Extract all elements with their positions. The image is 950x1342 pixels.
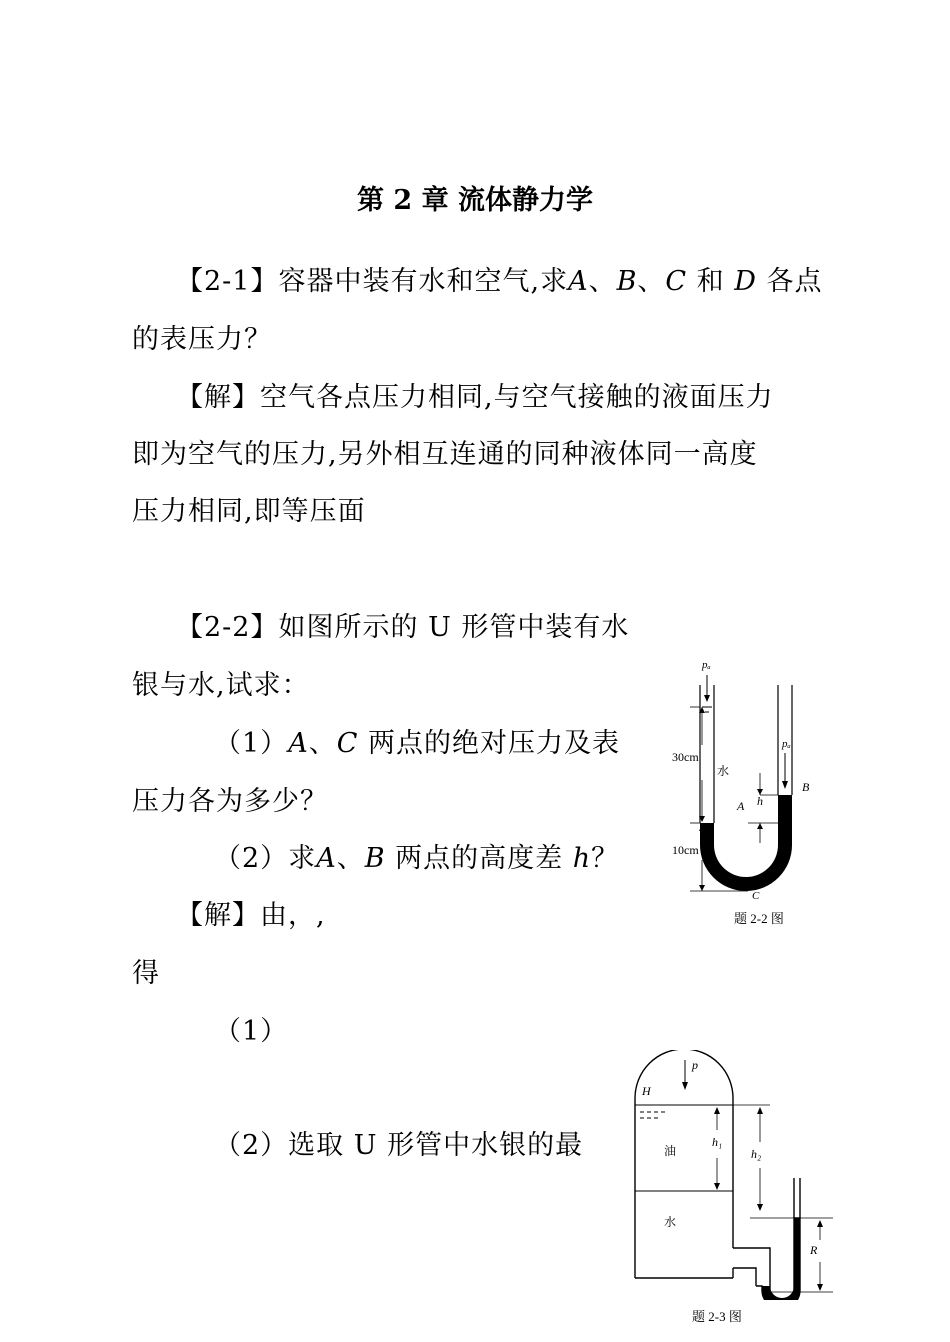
var-h: h [572, 843, 592, 874]
problem-2-1-solution-line2: 即为空气的压力,另外相互连通的同种液体同一高度 [132, 439, 758, 470]
problem-2-2-question-line2: 银与水,试求： [132, 670, 310, 701]
sub-number: （1） [214, 728, 289, 759]
question-text: 容器中装有水和空气,求 [278, 266, 569, 297]
problem-tag: 【2-1】 [176, 266, 279, 297]
conjunction: 和 [687, 266, 735, 297]
H-label: H [642, 1084, 651, 1098]
point-a-label: A [737, 799, 745, 813]
problem-2-1-solution-line1 [176, 380, 774, 416]
var-c: C [336, 728, 359, 759]
solution-text: 空气各点压力相同,与空气接触的液面压力 [260, 382, 774, 413]
separator: 、 [336, 843, 365, 874]
oil-label: 油 [664, 1144, 677, 1158]
pa-right-label: pₐ [782, 738, 791, 750]
solution-tag: 【解】 [176, 900, 260, 931]
question-text: 如图所示的 U 形管中装有水 [278, 612, 630, 643]
problem-2-2-sub1-line2: 压力各为多少？ [132, 786, 328, 817]
water-label: 水 [664, 1215, 677, 1229]
problem-2-1-question-line2: 的表压力？ [132, 324, 272, 355]
figure-2-3-tank [620, 1050, 840, 1300]
var-b: B [616, 266, 638, 297]
problem-2-2-item2: （2）选取 U 形管中水银的最 [214, 1130, 584, 1161]
h1-label: h₁ [712, 1135, 723, 1149]
figure-2-2-u-tube [668, 655, 818, 905]
problem-2-2-question [176, 610, 629, 646]
problem-tag: 【2-2】 [176, 612, 279, 643]
problem-2-2-sub2 [214, 841, 619, 877]
separator: 、 [637, 266, 666, 297]
p-label: p [692, 1058, 698, 1072]
point-c-label: C [752, 890, 760, 902]
problem-2-2-de: 得 [132, 958, 160, 989]
problem-2-2-solution [176, 898, 326, 934]
problem-2-1-solution-line3: 压力相同,即等压面 [132, 496, 366, 527]
solution-text: 由，, [260, 900, 326, 931]
h-label: h [757, 794, 763, 808]
var-a: A [316, 843, 337, 874]
pa-left-label: pₐ [702, 659, 711, 671]
dim-10cm-label: 10cm [672, 843, 699, 857]
figure-2-3-caption: 题 2-3 图 [692, 1309, 742, 1324]
var-c: C [665, 266, 688, 297]
var-d: D [734, 266, 757, 297]
question-text: 两点的绝对压力及表 [358, 728, 620, 759]
question-mark: ？ [591, 843, 620, 874]
R-label: R [810, 1243, 818, 1257]
var-a: A [568, 266, 589, 297]
problem-2-2-sub1 [214, 726, 620, 762]
water-label: 水 [717, 764, 730, 778]
var-b: B [364, 843, 386, 874]
solution-tag: 【解】 [176, 382, 260, 413]
dim-30cm-label: 30cm [672, 750, 699, 764]
sub-number: （2）求 [214, 843, 317, 874]
problem-2-2-item1: （1） [214, 1016, 289, 1047]
question-text: 各点 [756, 266, 823, 297]
chapter-title: 第 2 章 流体静力学 [357, 185, 593, 216]
var-a: A [288, 728, 309, 759]
question-text: 两点的高度差 [385, 843, 573, 874]
separator: 、 [588, 266, 617, 297]
figure-2-2-caption: 题 2-2 图 [734, 911, 784, 926]
problem-2-1-question [176, 264, 823, 300]
separator: 、 [308, 728, 337, 759]
point-b-label: B [802, 780, 810, 794]
h2-label: h₂ [751, 1147, 762, 1161]
